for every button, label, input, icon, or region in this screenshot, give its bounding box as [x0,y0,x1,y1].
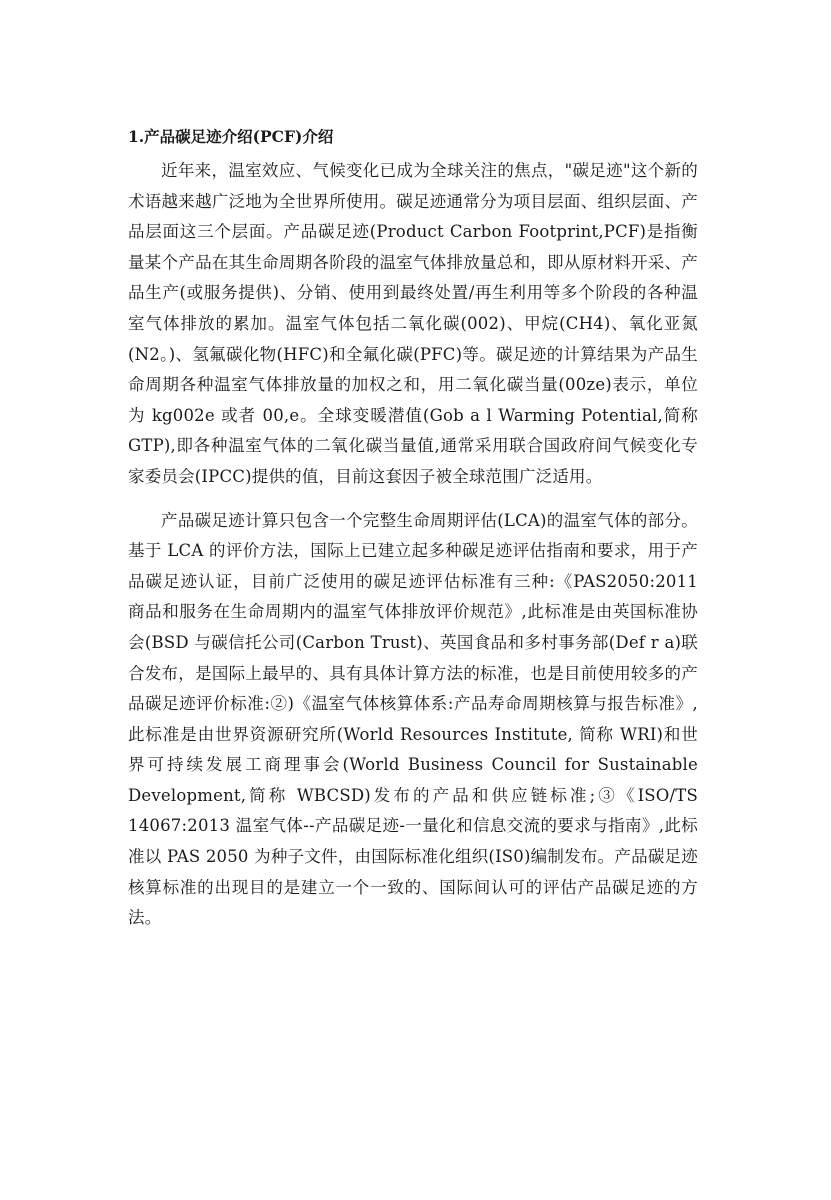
section-heading: 1.产品碳足迹介绍(PCF)介绍 [128,127,334,146]
paragraph-pcf-definition: 近年来，温室效应、气候变化已成为全球关注的焦点，"碳足迹"这个新的术语越来越广泛地为全世界所使用。碳足迹通常分为项目层面、组织层面、产品层面这三个层面。产品碳足迹(Product Carbon Footprint,PCF)是指衡量某个产品在其生命周期各阶段的温室气体排放量总和，即从原材料开采、产品生产(或服务提供)、分销、使用到最终处置/再生利用等多个阶段的各种温室气体排放的累加。温室气体包括二氧化碳(002)、甲烷(CH4)、氧化亚氮(N2。)、氢氟碳化物(HFC)和全氟化碳(PFC)等。碳足迹的计算结果为产品生命周期各种温室气体排放量的加权之和，用二氧化碳当量(00ze)表示，单位为 kg002e 或者 00,e。全球变暖潜值(Gob a l Warming Potential,简称 GTP),即各种温室气体的二氧化碳当量值,通常采用联合国政府间气候变化专家委员会(IPCC)提供的值，目前这套因子被全球范围广泛适用。 [128,161,698,486]
paragraph-pcf-standards: 产品碳足迹计算只包含一个完整生命周期评估(LCA)的温室气体的部分。基于 LCA 的评价方法，国际上已建立起多种碳足迹评估指南和要求，用于产品碳足迹认证，目前广泛使用的碳足迹评估标准有三种:《PAS2050:2011 商品和服务在生命周期内的温室气体排放评价规范》,此标准是由英国标准协会(BSD 与碳信托公司(Carbon Trust)、英国食品和多村事务部(Def r a)联合发布，是国际上最早的、具有具体计算方法的标准，也是目前使用较多的产品碳足迹评价标准:②)《温室气体核算体系:产品寿命周期核算与报告标准》,此标准是由世界资源研究所(World Resources Institute, 简称 WRI)和世界可持续发展工商理事会(World Business Council for Sustainable Development,简称 WBCSD)发布的产品和供应链标准;③《ISO/TS 14067:2013 温室气体--产品碳足迹-一量化和信息交流的要求与指南》,此标准以 PAS 2050 为种子文件，由国际标准化组织(IS0)编制发布。产品碳足迹核算标准的出现目的是建立一个一致的、国际间认可的评估产品碳足迹的方法。 [128,510,698,928]
document-body [128,126,698,947]
